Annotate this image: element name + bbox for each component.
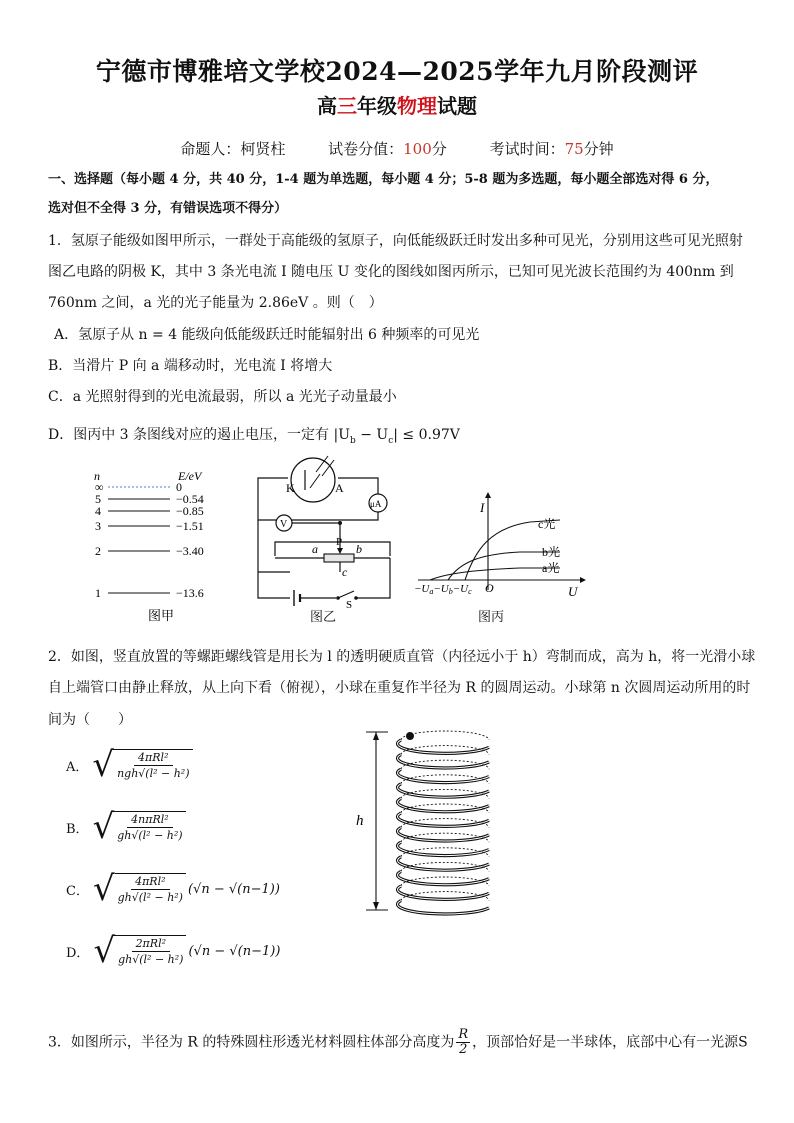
tick-ua: −Ua−Ub−Uc (414, 583, 472, 596)
sub-b: b (350, 435, 356, 446)
subtitle-grade: 三 (337, 94, 357, 118)
score-label: 试卷分值： (328, 140, 404, 158)
q2-option-fraction (114, 811, 185, 843)
fraction-denominator: ngh√(l² − h²) (117, 767, 190, 780)
caption-jia: 图甲 (148, 608, 175, 623)
energy-level-n: 2 (95, 544, 101, 558)
q2-option-label: B． (66, 821, 89, 837)
time-label: 考试时间： (489, 140, 565, 158)
section-heading-1: 一、选择题（每小题 4 分，共 40 分，1-4 题为单选题，每小题 4 分；5-8 题为多选题，每小题全部选对得 6 分， (48, 172, 719, 187)
sub-c: c (388, 435, 394, 446)
q1-option-d-tail: | ≤ 0.97V (393, 427, 460, 443)
helix-back-arc (401, 731, 489, 740)
phototube-icon (291, 458, 335, 502)
q1-option-a: A．氢原子从 n = 4 能级向低能级跃迁时能辐射出 6 种频率的可见光 (54, 327, 480, 343)
q2-option (66, 931, 281, 971)
q2-option-fraction (114, 749, 192, 781)
energy-axis-label: E/eV (178, 469, 202, 483)
q1-line3: 760nm 之间，a 光的光子能量为 2.86eV 。则（ ） (48, 295, 383, 311)
label-c: c (342, 565, 348, 579)
energy-level-e: −13.6 (176, 586, 204, 600)
time-unit: 分钟 (583, 140, 614, 158)
q3-frac-den: 2 (459, 1042, 468, 1057)
q2-option (66, 869, 280, 909)
energy-level-e: −0.85 (176, 504, 204, 518)
fraction-numerator: 4nπRl² (127, 812, 173, 828)
sqrt-icon: √ (92, 807, 115, 847)
fraction-tail: (√n − √(n−1)) (187, 881, 280, 897)
axis-U: U (568, 584, 578, 599)
label-A: A (335, 481, 344, 495)
exam-subtitle (0, 90, 794, 119)
figure-circuit (250, 448, 400, 608)
fraction-numerator: 2πRl² (132, 936, 170, 952)
q2-option (66, 807, 186, 847)
caption-bing: 图丙 (478, 610, 505, 625)
author: 命题人：柯贤柱 (180, 140, 286, 158)
energy-level-e: 0 (176, 480, 182, 494)
label-a-light: a光 (542, 561, 560, 575)
fraction-numerator: 4πRl² (131, 874, 169, 890)
energy-level-e: −3.40 (176, 544, 204, 558)
q3-line1 (48, 1028, 794, 1057)
label-P: P (336, 536, 343, 548)
q2-option-label: C． (66, 883, 89, 899)
q2-line1: 2．如图，竖直放置的等螺距螺线管是用长为 l 的透明硬质直管（内径远小于 h）弯制而成，高为 h，将一光滑小球 (48, 649, 756, 665)
label-V: V (280, 519, 288, 530)
score-unit: 分 (431, 140, 447, 158)
q2-line2: 自上端管口由静止释放，从上向下看（俯视），小球在重复作半径为 R 的圆周运动。小球第 n 次圆周运动所用的时 (48, 680, 751, 696)
ball-icon (406, 732, 414, 740)
sqrt-icon: √ (92, 745, 115, 785)
fraction-tail: (√n − √(n−1)) (188, 943, 281, 959)
subtitle-part: 年级 (357, 94, 397, 118)
q1-option-c: C．a 光照射得到的光电流最弱，所以 a 光光子动量最小 (48, 389, 397, 405)
energy-level-e: −1.51 (176, 519, 204, 533)
rheostat-icon (324, 554, 354, 562)
subtitle-part: 试题 (437, 94, 477, 118)
figure-iu-curves (410, 490, 590, 600)
q3-text: 3．如图所示，半径为 R 的特殊圆柱形透光材料圆柱体部分高度为 (48, 1034, 455, 1051)
label-S: S (346, 599, 353, 608)
score-value: 100 (403, 140, 432, 158)
q2-option (66, 745, 193, 785)
n-axis-label: n (94, 469, 100, 483)
subtitle-subject: 物理 (397, 94, 437, 118)
energy-level-n: ∞ (95, 480, 104, 494)
q1-option-d: D．图丙中 3 条图线对应的遏止电压，一定有 $|U_b - U_c| \le 0.97V$ (48, 427, 460, 446)
time-value: 75 (564, 140, 584, 158)
figure-helix (350, 722, 510, 918)
q3-fraction (456, 1028, 470, 1057)
sqrt-icon: √ (93, 931, 116, 971)
label-b: b (356, 542, 362, 556)
label-b-light: b光 (542, 545, 561, 559)
energy-level-n: 1 (95, 586, 101, 600)
exam-title: 宁德市博雅培文学校2024—2025学年九月阶段测评 (95, 57, 699, 86)
energy-level-e: −0.54 (176, 492, 204, 506)
sqrt-icon: √ (92, 869, 115, 909)
subtitle-part: 高 (317, 94, 337, 118)
caption-yi-text: 图乙 (310, 610, 337, 625)
q1-option-b: B．当滑片 P 向 a 端移动时，光电流 I 将增大 (48, 358, 333, 374)
q3-tail: ，顶部恰好是一半球体，底部中心有一光源S (472, 1034, 748, 1051)
q1-line2: 图乙电路的阴极 K，其中 3 条光电流 I 随电压 U 变化的图线如图丙所示，已知可见光波长范围约为 400nm 到 (48, 264, 734, 280)
label-uA: μA (370, 499, 382, 509)
energy-level-n: 4 (95, 504, 101, 518)
energy-level-n: 5 (95, 492, 101, 506)
fraction-numerator: 4πRl² (134, 750, 172, 766)
label-K: K (286, 481, 295, 495)
fraction-denominator: gh√(l² − h²) (118, 953, 184, 966)
origin-O: O (485, 581, 494, 595)
q2-option-fraction (115, 873, 186, 905)
figure-energy-levels (88, 466, 228, 626)
label-c-light: c光 (538, 517, 556, 531)
q2-option-label: A． (66, 759, 89, 775)
fraction-denominator: gh√(l² − h²) (117, 891, 183, 904)
switch-icon (338, 591, 354, 598)
label-a: a (312, 542, 318, 556)
height-label: h (356, 813, 364, 829)
q1-line1: 1．氢原子能级如图甲所示，一群处于高能级的氢原子，向低能级跃迁时发出多种可见光，分别用这些可见光照射 (48, 233, 743, 249)
q1-option-d-text: D．图丙中 3 条图线对应的遏止电压，一定有 |U (48, 427, 350, 443)
fraction-denominator: gh√(l² − h²) (117, 829, 183, 842)
q2-line3: 间为（ ） (48, 712, 132, 728)
energy-level-n: 3 (95, 519, 101, 533)
exam-meta (0, 138, 794, 159)
q3-frac-num: R (458, 1027, 469, 1042)
axis-I: I (480, 500, 485, 515)
section-heading-2: 选对但不全得 3 分，有错误选项不得分） (48, 201, 288, 216)
q2-option-fraction (115, 935, 186, 967)
q2-option-label: D． (66, 945, 90, 961)
